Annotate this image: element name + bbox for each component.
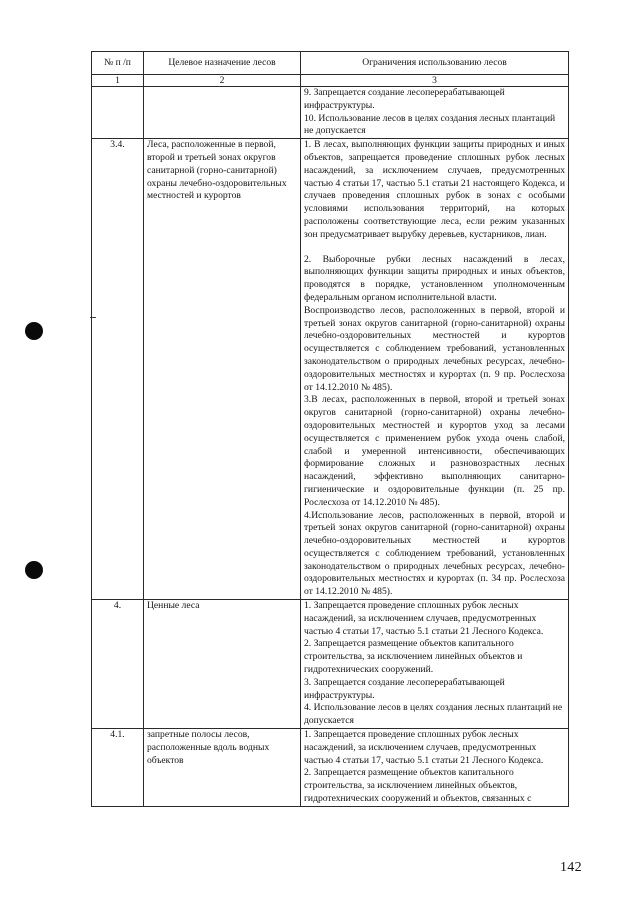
row-restrictions bbox=[301, 87, 569, 139]
restriction-spacer bbox=[304, 242, 565, 254]
table-row bbox=[92, 87, 569, 139]
row-number: 4.1. bbox=[92, 729, 144, 807]
restriction-item: 1. Запрещается проведение сплошных рубок лесных насаждений, за исключением случаев, предусмотренных частью 4 статьи 17, частью 5.1 статьи 21 Лесного Кодекса. bbox=[304, 600, 544, 637]
header-restrictions: Ограничения использованию лесов bbox=[301, 52, 569, 75]
restriction-item: 9. Запрещается создание лесоперерабатывающей инфраструктуры. bbox=[304, 87, 505, 111]
restriction-item: 2. Запрещается размещение объектов капитального строительства, за исключением линейных объектов и гидротехнических сооружений. bbox=[304, 638, 523, 676]
punch-hole-top bbox=[25, 322, 43, 340]
row-purpose: запретные полосы лесов, расположенные вдоль водных объектов bbox=[144, 729, 301, 807]
column-number-row bbox=[92, 75, 569, 87]
restriction-item: 2. Выборочные рубки лесных насаждений в лесах, выполняющих функции защиты природных и иных объектов, проводятся в порядке, установленном уполномоченным федеральным органом исполнительной власти. bbox=[304, 253, 565, 303]
table-row bbox=[92, 600, 569, 729]
table-row bbox=[92, 139, 569, 600]
header-purpose: Целевое назначение лесов bbox=[144, 52, 301, 75]
header-number: № п /п bbox=[92, 52, 144, 75]
restriction-item: 3.В лесах, расположенных в первой, второй и третьей зонах округов санитарной (горно-санитарной) охраны лечебно-оздоровительных местностей и курортов уход за лесами осуществляется с применением рубок ухода очень слабой, слабой и умеренной интенсивности, обеспечивающих формирование сложных и разновозрастных лесных насаждений, эффективно выполняющих санитарно-гигиенические и оздоровительные функции (п. 25 пр. Рослесхоза от 14.12.2010 № 485). bbox=[304, 394, 565, 508]
row-number: 3.4. bbox=[92, 139, 144, 600]
row-restrictions bbox=[301, 139, 569, 600]
table-header-row bbox=[92, 52, 569, 75]
punch-hole-bottom bbox=[25, 561, 43, 579]
restriction-item: 1. Запрещается проведение сплошных рубок лесных насаждений, за исключением случаев, предусмотренных частью 4 статьи 17, частью 5.1 статьи 21 Лесного Кодекса. bbox=[304, 729, 544, 766]
restriction-item: 4.Использование лесов, расположенных в первой, второй и третьей зонах округов санитарной (горно-санитарной) охраны лечебно-оздоровительных местностей и курортов осуществляется с соблюдением требований, установленных законодательством о природных лечебных ресурсах, лечебно-оздоровительных местностях и курортах (п. 34 пр. Рослесхоза от 14.12.2010 № 485). bbox=[304, 509, 565, 598]
row-number bbox=[92, 87, 144, 139]
row-purpose: Леса, расположенные в первой, второй и третьей зонах округов санитарной (горно-санитарной) охраны лечебно-оздоровительных местностей и курортов bbox=[144, 139, 301, 600]
restrictions-table bbox=[91, 51, 569, 807]
column-number: 2 bbox=[144, 75, 301, 87]
restriction-item: 3. Запрещается создание лесоперерабатывающей инфраструктуры. bbox=[304, 676, 505, 701]
restriction-item: 2. Запрещается размещение объектов капитального строительства, за исключением линейных объектов, гидротехнических сооружений и объектов, связанных с bbox=[304, 767, 532, 805]
restriction-item: 1. В лесах, выполняющих функции защиты природных и иных объектов, запрещается проведение сплошных рубок лесных насаждений, за исключением случаев, предусмотренных частью 4 статьи 17, частью 5.1 статьи 21 настоящего Кодекса, и случаев проведения сплошных рубок в зонах с особыми условиями использования территорий, на которых расположены соответствующие леса, если режим указанных зон предусматривает вырубку деревьев, кустарников, лиан. bbox=[304, 139, 565, 240]
page-number: 142 bbox=[560, 860, 582, 875]
row-purpose: Ценные леса bbox=[144, 600, 301, 729]
table-row bbox=[92, 729, 569, 807]
restriction-item: 10. Использование лесов в целях создания лесных плантаций не допускается bbox=[304, 112, 556, 137]
restriction-item: Воспроизводство лесов, расположенных в первой, второй и третьей зонах округов санитарной (горно-санитарной) охраны лечебно-оздоровительных местностей и курортов осуществляется с соблюдением требований, установленных законодательством о природных лечебных ресурсах, лечебно-оздоровительных местностях и курортах (п. 9 пр. Рослесхоза от 14.12.2010 № 485). bbox=[304, 304, 565, 393]
row-number: 4. bbox=[92, 600, 144, 729]
column-number: 3 bbox=[301, 75, 569, 87]
restriction-item: 4. Использование лесов в целях создания лесных плантаций не допускается bbox=[304, 702, 563, 727]
row-restrictions bbox=[301, 729, 569, 807]
row-purpose bbox=[144, 87, 301, 139]
row-restrictions bbox=[301, 600, 569, 729]
column-number: 1 bbox=[92, 75, 144, 87]
